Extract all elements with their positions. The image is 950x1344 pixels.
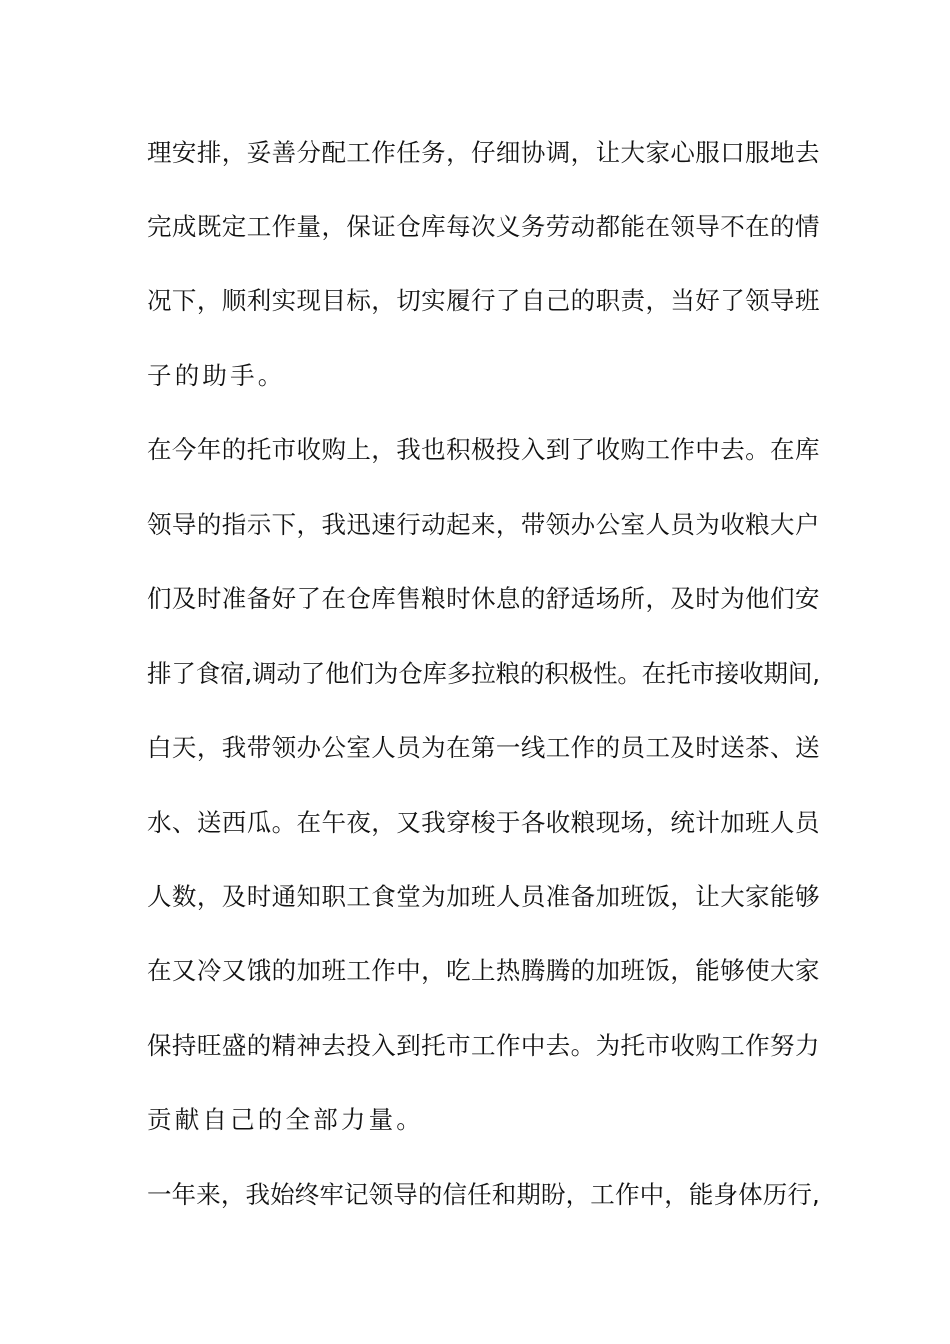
- text-line: 领导的指示下，我迅速行动起来，带领办公室人员为收粮大户: [147, 510, 820, 539]
- text-line: 排了食宿,调动了他们为仓库多拉粮的积极性。在托市接收期间,: [147, 659, 820, 688]
- text-line: 况下，顺利实现目标，切实履行了自己的职责，当好了领导班: [147, 286, 820, 315]
- text-line: 理安排，妥善分配工作任务，仔细协调，让大家心服口服地去: [147, 138, 820, 167]
- text-line: 人数，及时通知职工食堂为加班人员准备加班饭，让大家能够: [147, 882, 820, 911]
- text-line: 在今年的托市收购上，我也积极投入到了收购工作中去。在库: [147, 435, 820, 464]
- text-line: 子的助手。: [147, 361, 286, 390]
- text-line: 水、送西瓜。在午夜，又我穿梭于各收粮现场，统计加班人员: [147, 808, 820, 837]
- text-line: 保持旺盛的精神去投入到托市工作中去。为托市收购工作努力: [147, 1031, 820, 1060]
- text-line: 白天，我带领办公室人员为在第一线工作的员工及时送茶、送: [147, 733, 820, 762]
- text-line: 在又冷又饿的加班工作中，吃上热腾腾的加班饭，能够使大家: [147, 956, 820, 985]
- text-line: 一年来，我始终牢记领导的信任和期盼，工作中，能身体历行,: [147, 1180, 820, 1209]
- text-line: 完成既定工作量，保证仓库每次义务劳动都能在领导不在的情: [147, 212, 820, 241]
- text-line: 们及时准备好了在仓库售粮时休息的舒适场所，及时为他们安: [147, 584, 820, 613]
- text-line: 贡献自己的全部力量。: [147, 1105, 424, 1134]
